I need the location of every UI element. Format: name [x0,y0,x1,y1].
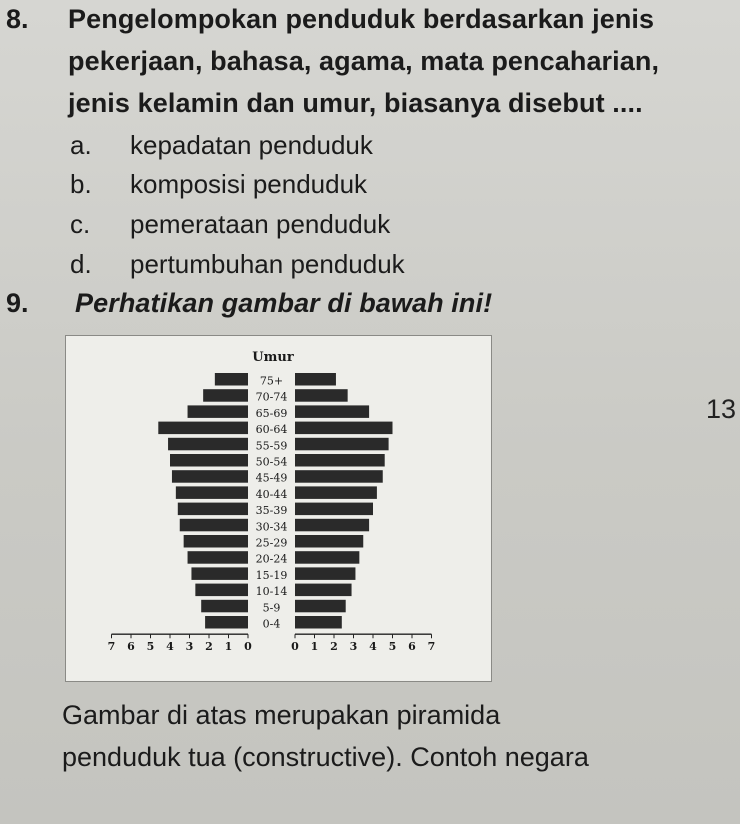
left-bar-15-19 [191,567,248,580]
left-bar-30-34 [180,519,248,532]
left-bar-5-9 [201,600,248,613]
left-bar-0-4 [205,616,248,629]
age-label: 55-59 [255,439,288,453]
option-letter: a. [70,130,92,160]
left-tick-label: 0 [244,640,252,654]
population-pyramid-figure [65,335,492,682]
right-bar-60-64 [295,422,393,435]
left-bar-10-14 [195,584,248,597]
age-label: 0-4 [262,617,281,631]
right-tick-label: 6 [408,640,416,654]
left-bar-35-39 [178,503,248,515]
right-tick-label: 4 [369,640,377,654]
age-label: 50-54 [255,455,288,469]
age-label: 25-29 [255,536,288,550]
right-bar-10-14 [295,584,352,597]
right-tick-label: 2 [330,640,338,654]
age-label: 20-24 [255,552,288,566]
left-bar-40-44 [176,486,248,499]
age-label: 30-34 [255,520,288,534]
age-label: 10-14 [255,585,288,599]
option-text: pertumbuhan penduduk [130,249,405,279]
age-label: 40-44 [255,487,288,501]
q8-number: 8. [6,4,29,34]
right-bar-30-34 [295,519,369,532]
left-bar-25-29 [184,535,248,548]
age-label: 65-69 [255,406,288,420]
right-axis [291,634,435,653]
right-tick-label: 7 [427,640,436,654]
q8-line-3: jenis kelamin dan umur, biasanya disebut .... [68,88,643,118]
right-bar-5-9 [295,600,346,613]
right-bar-45-49 [295,470,383,483]
right-bar-35-39 [295,503,373,515]
option-text: pemerataan penduduk [130,209,391,239]
age-labels-group [256,375,288,631]
left-bar-20-24 [188,551,248,564]
left-bar-55-59 [168,438,248,451]
left-bar-65-69 [188,405,248,418]
left-tick-label: 5 [146,640,155,654]
age-label: 45-49 [255,471,288,485]
right-tick-label: 3 [349,640,358,654]
option-text: komposisi penduduk [130,169,368,199]
q9-number: 9. [6,288,29,318]
age-label: 35-39 [255,504,288,518]
left-tick-label: 6 [127,640,135,654]
left-bar-75+ [215,373,248,386]
option-c[interactable] [70,209,390,240]
right-bar-65-69 [295,405,369,418]
right-bar-0-4 [295,616,342,629]
caption-line-1: Gambar di atas merupakan piramida [62,700,501,730]
option-letter: c. [70,209,91,239]
bars-left-group [158,373,248,629]
left-tick-label: 3 [185,640,194,654]
option-b[interactable] [70,169,367,200]
right-bar-50-54 [295,454,385,467]
option-letter: d. [70,249,92,279]
q9-prompt: Perhatikan gambar di bawah ini! [75,288,493,318]
caption-line-2: penduduk tua (constructive). Contoh negara [62,742,589,772]
right-tick-label: 5 [388,640,397,654]
left-bar-50-54 [170,454,248,467]
age-label: 70-74 [255,390,288,404]
bars-right-group [295,373,393,629]
left-axis [108,634,253,653]
chart-title: Umur [252,350,294,365]
left-tick-label: 4 [166,640,174,654]
age-label: 5-9 [262,601,281,615]
option-a[interactable] [70,130,373,161]
left-tick-label: 2 [205,640,213,654]
left-bar-60-64 [158,422,248,435]
age-label: 15-19 [255,568,288,582]
q8-line-1: Pengelompokan penduduk berdasarkan jenis [68,4,655,34]
option-letter: b. [70,169,92,199]
right-bar-70-74 [295,389,348,402]
right-bar-55-59 [295,438,389,451]
q8-line-2: pekerjaan, bahasa, agama, mata pencaharian, [68,46,660,76]
left-tick-label: 7 [107,640,116,654]
right-bar-20-24 [295,551,359,564]
age-label: 75+ [259,374,284,388]
right-bar-40-44 [295,486,377,499]
right-bar-25-29 [295,535,363,548]
option-text: kepadatan penduduk [130,130,373,160]
left-bar-45-49 [172,470,248,483]
option-d[interactable] [70,249,405,280]
age-label: 60-64 [255,423,288,437]
right-bar-15-19 [295,567,355,580]
population-pyramid-chart [66,336,491,681]
right-bar-75+ [295,373,336,386]
right-tick-label: 0 [291,640,299,654]
margin-number: 13 [706,394,737,424]
right-tick-label: 1 [310,640,319,654]
left-tick-label: 1 [224,640,233,654]
left-bar-70-74 [203,389,248,402]
